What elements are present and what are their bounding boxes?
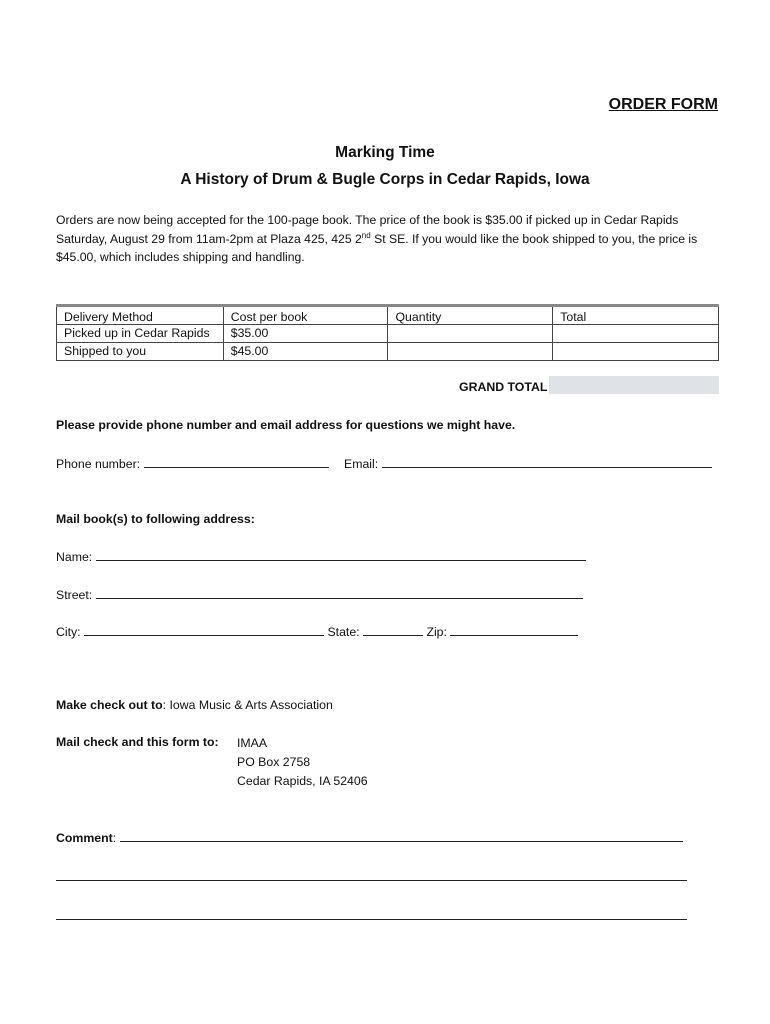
book-title: Marking Time [335,144,435,161]
street-field[interactable] [96,586,583,599]
address-line: Cedar Rapids, IA 52406 [237,774,368,788]
header-cost-per-book: Cost per book [223,306,388,325]
comment-field[interactable] [120,829,683,842]
street-row [56,586,583,602]
mail-check-label: Mail check and this form to: [56,735,219,749]
quantity-input-cell[interactable] [388,325,553,343]
check-label: Make check out to [56,698,163,712]
name-label: Name: [56,550,93,564]
header-total: Total [553,306,719,325]
table-row [57,325,719,343]
intro-text-part1: Orders are now being accepted for the 100-page book. The price of the book is $35.00 if picked up in Cedar Rapids Saturday, August 29 from 11am-2pm at Plaza 425, 425 2 [56,213,679,246]
name-row [56,548,586,564]
phone-label: Phone number: [56,457,141,471]
email-field[interactable] [382,455,712,468]
mailing-address [237,734,368,791]
address-line: IMAA [237,736,268,750]
comment-label: Comment [56,831,113,845]
book-subtitle: A History of Drum & Bugle Corps in Cedar Rapids, Iowa [180,171,590,188]
table-header-row [57,306,719,325]
city-field[interactable] [84,623,324,636]
table-row [57,343,719,361]
method-cell: Shipped to you [57,343,224,361]
city-row [56,623,578,639]
method-cell: Picked up in Cedar Rapids [57,325,224,343]
city-label: City: [56,625,81,639]
email-row [344,455,712,471]
phone-row [56,455,329,471]
comment-line-2[interactable] [56,880,687,881]
comment-line-3[interactable] [56,919,687,920]
intro-superscript: nd [361,230,371,240]
phone-field[interactable] [144,455,329,468]
header-quantity: Quantity [388,306,553,325]
total-cell[interactable] [553,325,719,343]
quantity-input-cell[interactable] [388,343,553,361]
intro-paragraph [56,211,716,267]
zip-field[interactable] [450,623,578,636]
contact-prompt: Please provide phone number and email address for questions we might have. [56,418,516,432]
grand-total-label: GRAND TOTAL [459,380,548,394]
intro-text-part2: St SE. If you would like the book shipped to you, the price is $45.00, which includes shipping and handling. [56,231,698,264]
comment-colon: : [112,831,117,845]
cost-cell: $45.00 [223,343,388,361]
header-delivery-method: Delivery Method [57,306,224,325]
order-form-title: ORDER FORM [608,96,718,113]
check-payee-row [56,698,333,712]
grand-total-field[interactable] [549,376,719,394]
state-field[interactable] [363,623,423,636]
zip-label: Zip: [426,625,447,639]
state-label: State: [327,625,360,639]
check-payee: : Iowa Music & Arts Association [162,698,333,712]
mail-heading: Mail book(s) to following address: [56,512,255,526]
street-label: Street: [56,588,93,602]
cost-cell: $35.00 [223,325,388,343]
address-line: PO Box 2758 [237,755,311,769]
total-cell[interactable] [553,343,719,361]
comment-row [56,829,683,845]
price-table [56,304,719,361]
name-field[interactable] [96,548,586,561]
email-label: Email: [344,457,379,471]
